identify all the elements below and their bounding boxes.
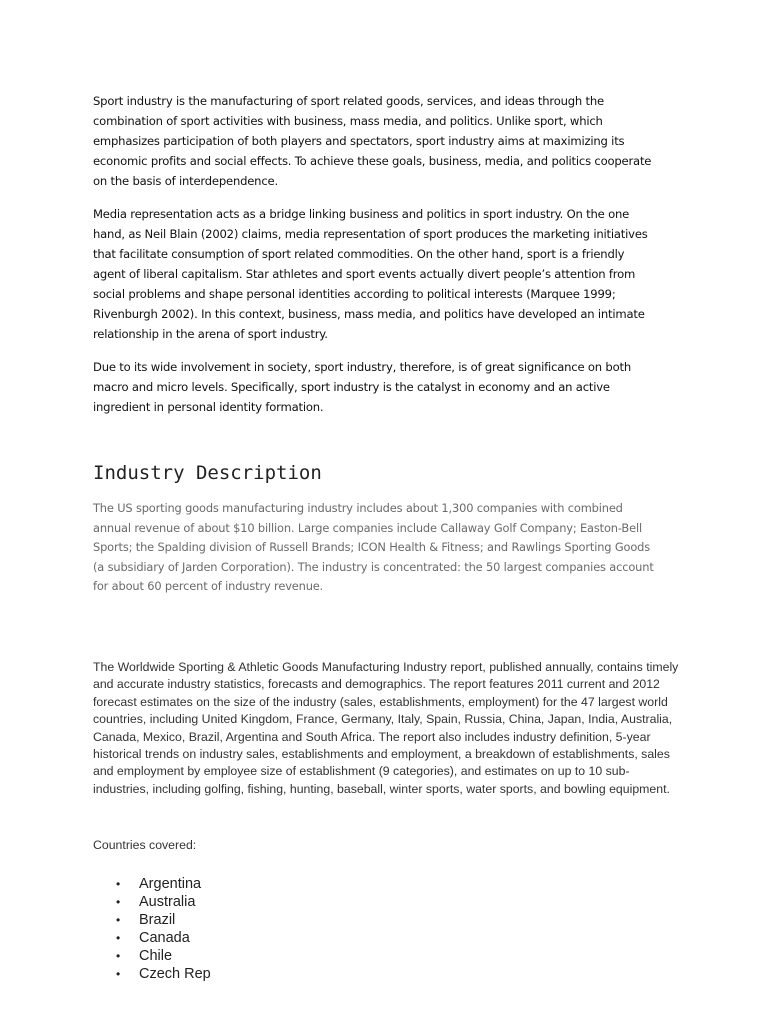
bullet-icon: • — [116, 967, 121, 981]
list-item — [93, 893, 211, 911]
list-item — [93, 965, 211, 983]
list-item — [93, 875, 211, 893]
country-name: Chile — [139, 948, 173, 964]
bullet-icon: • — [116, 877, 121, 891]
industry-description-heading: Industry Description — [93, 462, 322, 484]
country-name: Canada — [139, 930, 190, 946]
list-item — [93, 947, 211, 965]
country-name: Australia — [139, 894, 196, 910]
bullet-icon: • — [116, 895, 121, 909]
countries-covered-label: Countries covered: — [93, 838, 197, 852]
country-name: Czech Rep — [139, 966, 211, 982]
bullet-icon: • — [116, 931, 121, 945]
bullet-icon: • — [116, 949, 121, 963]
industry-description-text: The US sporting goods manufacturing industry includes about 1,300 companies with combined annual revenue of about $10 billion. Large companies include Callaway Golf Company; Easton-Bell Sports; the Spalding division of Russell Brands; ICON Health & Fitness; and Rawlings Sporting Goods (a subsidiary of Jarden Corporation). The industry is concentrated: the 50 largest companies account for about 60 percent of industry revenue. — [93, 501, 654, 593]
intro-paragraph-2: Media representation acts as a bridge linking business and politics in sport industry. On the one hand, as Neil Blain (2002) claims, media representation of sport produces the marketing initiatives that facilitate consumption of sport related commodities. On the other hand, sport is a friendly agent of liberal capitalism. Star athletes and sport events actually divert people’s attention from social problems and shape personal identities according to political interests (Marquee 1999; Rivenburgh 2002). In this context, business, mass media, and politics have developed an intimate relationship in the arena of sport industry. — [93, 207, 648, 341]
country-list — [93, 875, 211, 983]
report-paragraph: The Worldwide Sporting & Athletic Goods Manufacturing Industry report, published annually, contains timely and accurate industry statistics, forecasts and demographics. The report features 2011 current and 2012 forecast estimates on the size of the industry (sales, establishments, employment) for the 47 largest world countries, including United Kingdom, France, Germany, Italy, Spain, Russia, China, Japan, India, Australia, Canada, Mexico, Brazil, Argentina and South Africa. The report also includes industry definition, 5-year historical trends on industry sales, establishments and employment, a breakdown of establishments, sales and employment by employee size of establishment (9 categories), and estimates on up to 10 sub-industries, including golfing, fishing, hunting, baseball, winter sports, water sports, and bowling equipment. — [93, 660, 679, 796]
list-item — [93, 929, 211, 947]
country-name: Brazil — [139, 912, 176, 928]
intro-paragraph-3: Due to its wide involvement in society, sport industry, therefore, is of great significance on both macro and micro levels. Specifically, sport industry is the catalyst in economy and an active ingredient in personal identity formation. — [93, 360, 631, 414]
country-name: Argentina — [139, 876, 202, 892]
list-item — [93, 911, 211, 929]
bullet-icon: • — [116, 913, 121, 927]
intro-paragraph-1: Sport industry is the manufacturing of sport related goods, services, and ideas through the combination of sport activities with business, mass media, and politics. Unlike sport, which emphasizes participation of both players and spectators, sport industry aims at maximizing its economic profits and social effects. To achieve these goals, business, media, and politics cooperate on the basis of interdependence. — [93, 94, 652, 188]
